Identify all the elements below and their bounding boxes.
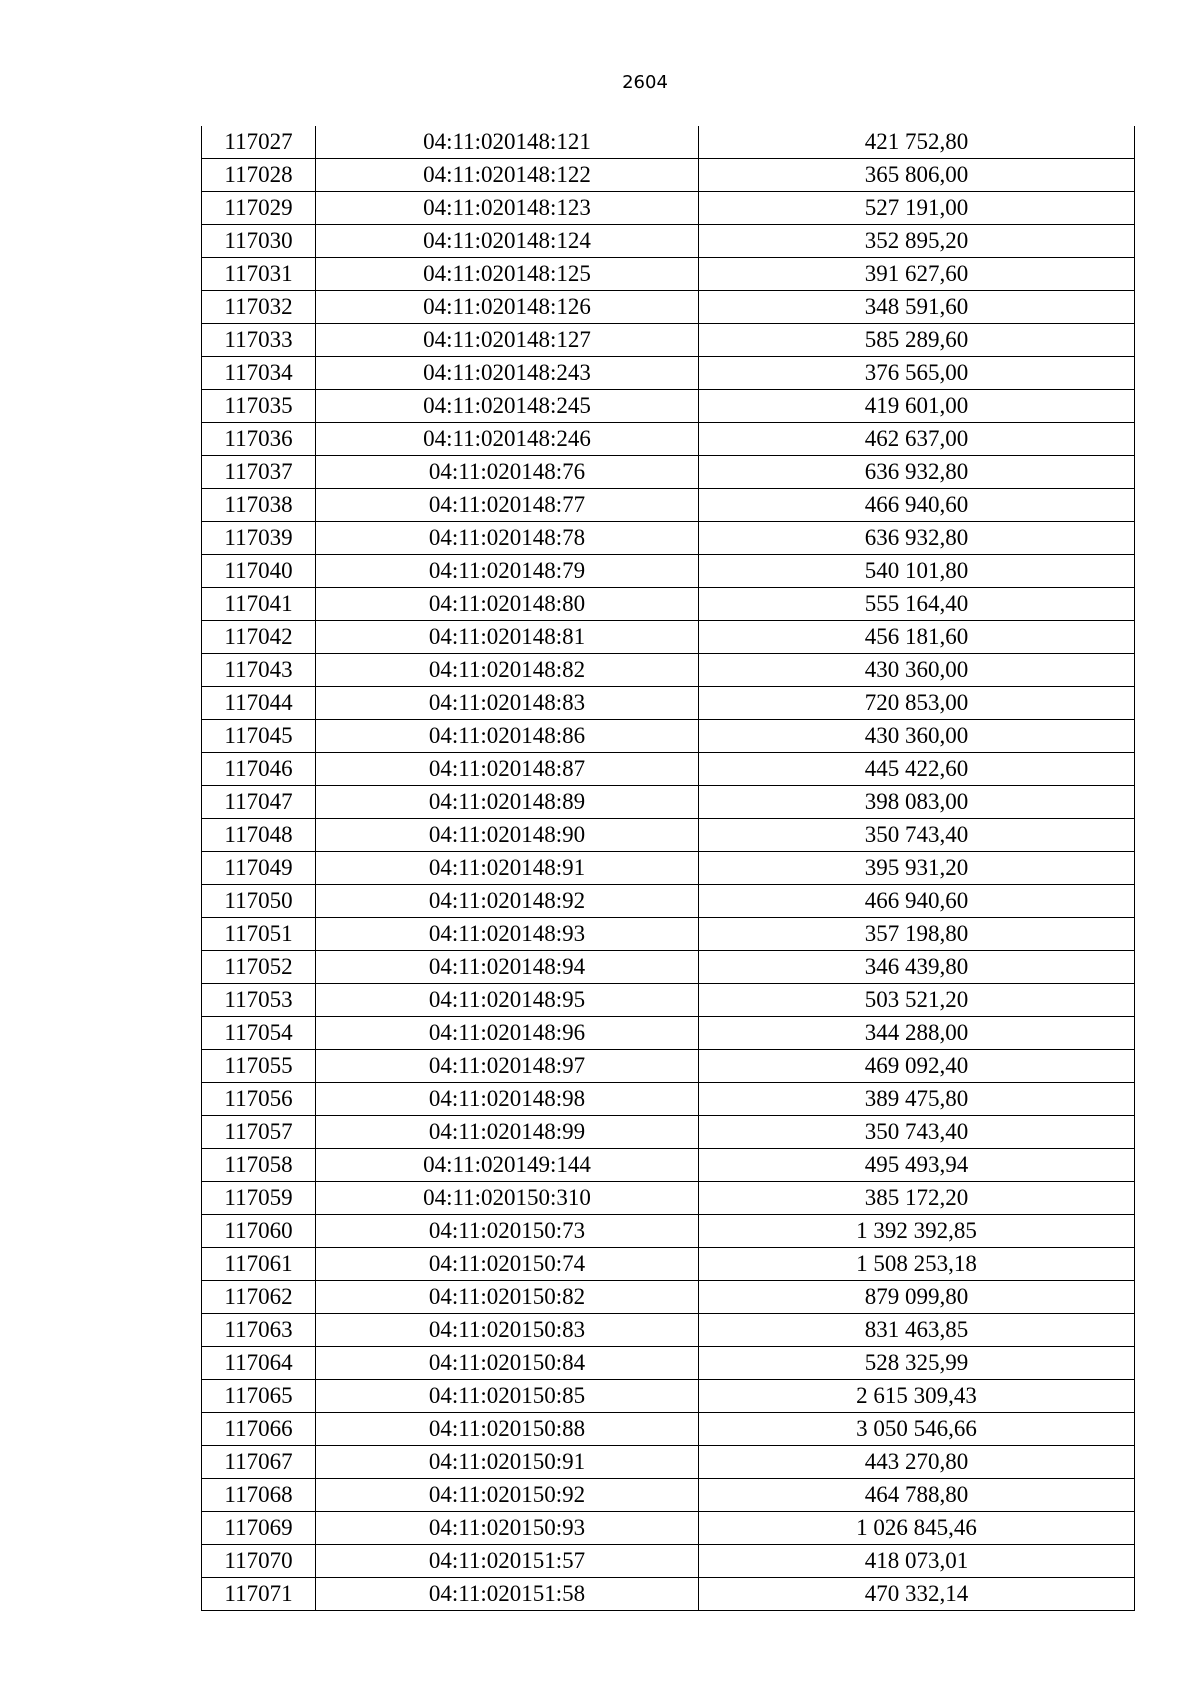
- cadastral-value-cell: 430 360,00: [699, 654, 1135, 687]
- table-body: [202, 126, 1135, 1611]
- cadastral-value-cell: 3 050 546,66: [699, 1413, 1135, 1446]
- row-id-cell: 117070: [202, 1545, 316, 1578]
- row-id-cell: 117035: [202, 390, 316, 423]
- table-row: [202, 588, 1135, 621]
- cadastral-value-cell: 445 422,60: [699, 753, 1135, 786]
- row-id-cell: 117057: [202, 1116, 316, 1149]
- cadastral-number-cell: 04:11:020148:80: [316, 588, 699, 621]
- table-row: [202, 753, 1135, 786]
- cadastral-number-cell: 04:11:020149:144: [316, 1149, 699, 1182]
- row-id-cell: 117066: [202, 1413, 316, 1446]
- cadastral-number-cell: 04:11:020150:84: [316, 1347, 699, 1380]
- row-id-cell: 117044: [202, 687, 316, 720]
- row-id-cell: 117048: [202, 819, 316, 852]
- table-row: [202, 456, 1135, 489]
- cadastral-value-cell: 585 289,60: [699, 324, 1135, 357]
- table-row: [202, 1149, 1135, 1182]
- table-row: [202, 852, 1135, 885]
- table-row: [202, 192, 1135, 225]
- cadastral-number-cell: 04:11:020148:93: [316, 918, 699, 951]
- table-row: [202, 720, 1135, 753]
- cadastral-number-cell: 04:11:020150:73: [316, 1215, 699, 1248]
- cadastral-number-cell: 04:11:020148:81: [316, 621, 699, 654]
- row-id-cell: 117040: [202, 555, 316, 588]
- cadastral-number-cell: 04:11:020148:77: [316, 489, 699, 522]
- table-row: [202, 1446, 1135, 1479]
- cadastral-value-cell: 395 931,20: [699, 852, 1135, 885]
- cadastral-value-cell: 464 788,80: [699, 1479, 1135, 1512]
- table-row: [202, 621, 1135, 654]
- cadastral-value-cell: 831 463,85: [699, 1314, 1135, 1347]
- row-id-cell: 117054: [202, 1017, 316, 1050]
- table-row: [202, 324, 1135, 357]
- table-row: [202, 786, 1135, 819]
- row-id-cell: 117063: [202, 1314, 316, 1347]
- table-row: [202, 885, 1135, 918]
- row-id-cell: 117049: [202, 852, 316, 885]
- cadastral-number-cell: 04:11:020148:123: [316, 192, 699, 225]
- cadastral-number-cell: 04:11:020148:90: [316, 819, 699, 852]
- cadastral-value-cell: 466 940,60: [699, 489, 1135, 522]
- cadastral-value-cell: 495 493,94: [699, 1149, 1135, 1182]
- page-number: 2604: [622, 72, 668, 93]
- table-row: [202, 225, 1135, 258]
- cadastral-value-cell: 443 270,80: [699, 1446, 1135, 1479]
- cadastral-value-cell: 365 806,00: [699, 159, 1135, 192]
- cadastral-number-cell: 04:11:020148:99: [316, 1116, 699, 1149]
- cadastral-value-cell: 418 073,01: [699, 1545, 1135, 1578]
- cadastral-number-cell: 04:11:020148:79: [316, 555, 699, 588]
- row-id-cell: 117052: [202, 951, 316, 984]
- cadastral-value-cell: 528 325,99: [699, 1347, 1135, 1380]
- cadastral-number-cell: 04:11:020148:121: [316, 126, 699, 159]
- cadastral-number-cell: 04:11:020148:125: [316, 258, 699, 291]
- table-row: [202, 654, 1135, 687]
- row-id-cell: 117050: [202, 885, 316, 918]
- row-id-cell: 117071: [202, 1578, 316, 1611]
- cadastral-value-cell: 470 332,14: [699, 1578, 1135, 1611]
- table-row: [202, 159, 1135, 192]
- row-id-cell: 117033: [202, 324, 316, 357]
- cadastral-number-cell: 04:11:020150:310: [316, 1182, 699, 1215]
- cadastral-number-cell: 04:11:020148:94: [316, 951, 699, 984]
- cadastral-value-cell: 348 591,60: [699, 291, 1135, 324]
- table-row: [202, 918, 1135, 951]
- cadastral-value-cell: 2 615 309,43: [699, 1380, 1135, 1413]
- cadastral-number-cell: 04:11:020151:57: [316, 1545, 699, 1578]
- cadastral-number-cell: 04:11:020148:245: [316, 390, 699, 423]
- cadastral-value-cell: 350 743,40: [699, 1116, 1135, 1149]
- cadastral-number-cell: 04:11:020148:243: [316, 357, 699, 390]
- row-id-cell: 117060: [202, 1215, 316, 1248]
- row-id-cell: 117047: [202, 786, 316, 819]
- cadastral-value-cell: 352 895,20: [699, 225, 1135, 258]
- cadastral-number-cell: 04:11:020148:95: [316, 984, 699, 1017]
- cadastral-value-cell: 636 932,80: [699, 456, 1135, 489]
- cadastral-value-cell: 879 099,80: [699, 1281, 1135, 1314]
- table-row: [202, 1413, 1135, 1446]
- cadastral-number-cell: 04:11:020148:124: [316, 225, 699, 258]
- cadastral-number-cell: 04:11:020148:92: [316, 885, 699, 918]
- table-row: [202, 390, 1135, 423]
- cadastral-value-cell: 419 601,00: [699, 390, 1135, 423]
- row-id-cell: 117034: [202, 357, 316, 390]
- cadastral-value-cell: 430 360,00: [699, 720, 1135, 753]
- row-id-cell: 117030: [202, 225, 316, 258]
- row-id-cell: 117036: [202, 423, 316, 456]
- table-row: [202, 951, 1135, 984]
- cadastral-value-cell: 456 181,60: [699, 621, 1135, 654]
- row-id-cell: 117067: [202, 1446, 316, 1479]
- table-row: [202, 1347, 1135, 1380]
- row-id-cell: 117053: [202, 984, 316, 1017]
- table-row: [202, 1479, 1135, 1512]
- cadastral-value-cell: 350 743,40: [699, 819, 1135, 852]
- cadastral-number-cell: 04:11:020148:127: [316, 324, 699, 357]
- table-row: [202, 1215, 1135, 1248]
- cadastral-value-cell: 462 637,00: [699, 423, 1135, 456]
- cadastral-value-cell: 466 940,60: [699, 885, 1135, 918]
- cadastral-value-cell: 421 752,80: [699, 126, 1135, 159]
- row-id-cell: 117064: [202, 1347, 316, 1380]
- cadastral-value-cell: 636 932,80: [699, 522, 1135, 555]
- table-row: [202, 555, 1135, 588]
- cadastral-number-cell: 04:11:020148:83: [316, 687, 699, 720]
- row-id-cell: 117046: [202, 753, 316, 786]
- table-row: [202, 984, 1135, 1017]
- row-id-cell: 117065: [202, 1380, 316, 1413]
- row-id-cell: 117069: [202, 1512, 316, 1545]
- cadastral-number-cell: 04:11:020150:92: [316, 1479, 699, 1512]
- cadastral-number-cell: 04:11:020148:126: [316, 291, 699, 324]
- row-id-cell: 117061: [202, 1248, 316, 1281]
- table-row: [202, 819, 1135, 852]
- table-row: [202, 1182, 1135, 1215]
- row-id-cell: 117058: [202, 1149, 316, 1182]
- cadastral-number-cell: 04:11:020148:246: [316, 423, 699, 456]
- cadastral-number-cell: 04:11:020148:76: [316, 456, 699, 489]
- row-id-cell: 117062: [202, 1281, 316, 1314]
- row-id-cell: 117056: [202, 1083, 316, 1116]
- row-id-cell: 117029: [202, 192, 316, 225]
- table-row: [202, 522, 1135, 555]
- cadastral-number-cell: 04:11:020148:96: [316, 1017, 699, 1050]
- cadastral-number-cell: 04:11:020148:82: [316, 654, 699, 687]
- cadastral-value-cell: 555 164,40: [699, 588, 1135, 621]
- table-row: [202, 1116, 1135, 1149]
- table-row: [202, 1578, 1135, 1611]
- table-row: [202, 1248, 1135, 1281]
- cadastral-value-cell: 1 026 845,46: [699, 1512, 1135, 1545]
- row-id-cell: 117042: [202, 621, 316, 654]
- table-row: [202, 687, 1135, 720]
- table-row: [202, 357, 1135, 390]
- row-id-cell: 117043: [202, 654, 316, 687]
- cadastral-number-cell: 04:11:020148:87: [316, 753, 699, 786]
- cadastral-value-cell: 389 475,80: [699, 1083, 1135, 1116]
- cadastral-number-cell: 04:11:020148:122: [316, 159, 699, 192]
- cadastral-value-cell: 527 191,00: [699, 192, 1135, 225]
- row-id-cell: 117038: [202, 489, 316, 522]
- cadastral-value-cell: 720 853,00: [699, 687, 1135, 720]
- row-id-cell: 117041: [202, 588, 316, 621]
- cadastral-number-cell: 04:11:020148:89: [316, 786, 699, 819]
- cadastral-number-cell: 04:11:020150:82: [316, 1281, 699, 1314]
- row-id-cell: 117045: [202, 720, 316, 753]
- cadastral-value-cell: 344 288,00: [699, 1017, 1135, 1050]
- cadastral-value-cell: 1 508 253,18: [699, 1248, 1135, 1281]
- cadastral-value-cell: 540 101,80: [699, 555, 1135, 588]
- row-id-cell: 117059: [202, 1182, 316, 1215]
- cadastral-value-cell: 376 565,00: [699, 357, 1135, 390]
- row-id-cell: 117055: [202, 1050, 316, 1083]
- cadastral-number-cell: 04:11:020150:74: [316, 1248, 699, 1281]
- cadastral-number-cell: 04:11:020150:91: [316, 1446, 699, 1479]
- table-row: [202, 126, 1135, 159]
- cadastral-number-cell: 04:11:020148:86: [316, 720, 699, 753]
- table-row: [202, 489, 1135, 522]
- table-row: [202, 1083, 1135, 1116]
- cadastral-value-cell: 1 392 392,85: [699, 1215, 1135, 1248]
- row-id-cell: 117068: [202, 1479, 316, 1512]
- table-row: [202, 1050, 1135, 1083]
- table-row: [202, 423, 1135, 456]
- cadastral-value-cell: 357 198,80: [699, 918, 1135, 951]
- table-row: [202, 1380, 1135, 1413]
- cadastral-number-cell: 04:11:020148:91: [316, 852, 699, 885]
- table-row: [202, 258, 1135, 291]
- cadastral-value-cell: 385 172,20: [699, 1182, 1135, 1215]
- cadastral-number-cell: 04:11:020148:97: [316, 1050, 699, 1083]
- cadastral-value-cell: 391 627,60: [699, 258, 1135, 291]
- table-row: [202, 1017, 1135, 1050]
- cadastral-value-table: [201, 126, 1135, 1611]
- cadastral-value-cell: 503 521,20: [699, 984, 1135, 1017]
- cadastral-number-cell: 04:11:020150:88: [316, 1413, 699, 1446]
- row-id-cell: 117028: [202, 159, 316, 192]
- cadastral-value-cell: 398 083,00: [699, 786, 1135, 819]
- row-id-cell: 117039: [202, 522, 316, 555]
- table-row: [202, 1281, 1135, 1314]
- cadastral-number-cell: 04:11:020150:93: [316, 1512, 699, 1545]
- cadastral-number-cell: 04:11:020148:98: [316, 1083, 699, 1116]
- cadastral-value-cell: 469 092,40: [699, 1050, 1135, 1083]
- cadastral-value-cell: 346 439,80: [699, 951, 1135, 984]
- row-id-cell: 117051: [202, 918, 316, 951]
- table-row: [202, 1545, 1135, 1578]
- table-row: [202, 1512, 1135, 1545]
- cadastral-number-cell: 04:11:020151:58: [316, 1578, 699, 1611]
- row-id-cell: 117032: [202, 291, 316, 324]
- cadastral-number-cell: 04:11:020150:85: [316, 1380, 699, 1413]
- cadastral-number-cell: 04:11:020150:83: [316, 1314, 699, 1347]
- cadastral-number-cell: 04:11:020148:78: [316, 522, 699, 555]
- table-row: [202, 291, 1135, 324]
- row-id-cell: 117027: [202, 126, 316, 159]
- row-id-cell: 117037: [202, 456, 316, 489]
- row-id-cell: 117031: [202, 258, 316, 291]
- table-row: [202, 1314, 1135, 1347]
